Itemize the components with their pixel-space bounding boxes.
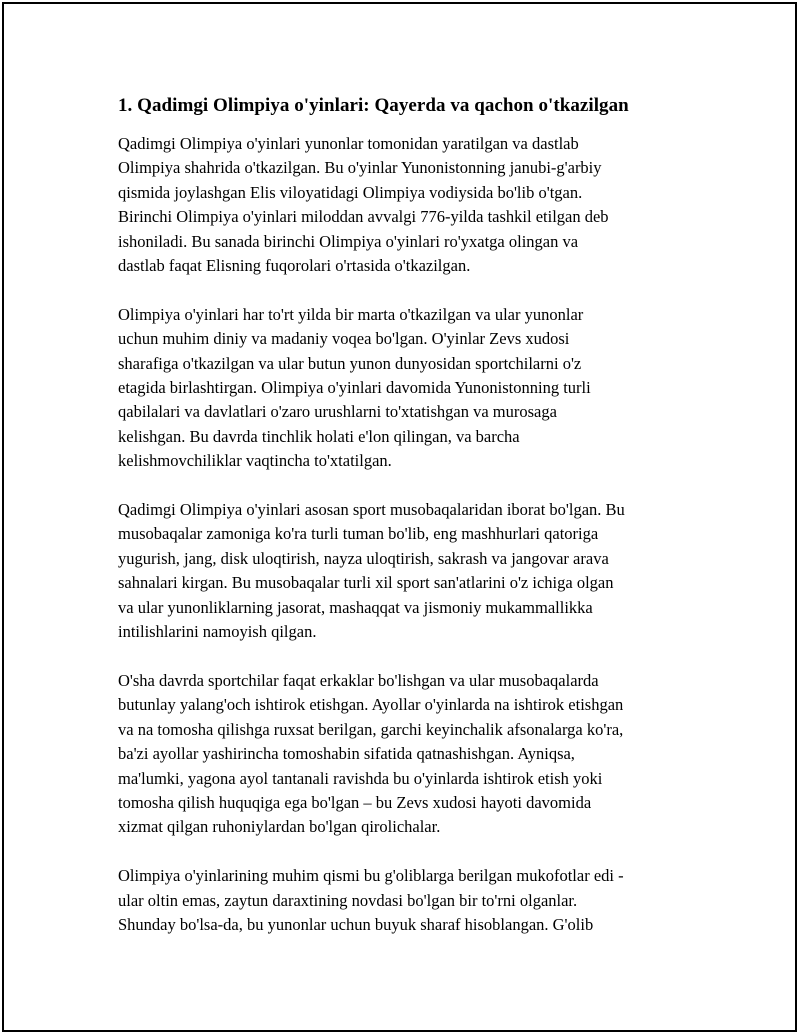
text-line: va na tomosha qilishga ruxsat berilgan, garchi keyinchalik afsonalarga ko'ra, <box>118 719 624 739</box>
text-line: O'sha davrda sportchilar faqat erkaklar bo'lishgan va ular musobaqalarda <box>118 670 599 690</box>
text-line: xizmat qilgan ruhoniylardan bo'lgan qirolichalar. <box>118 817 441 837</box>
paragraph-3 <box>118 498 688 644</box>
text-line: kelishmovchiliklar vaqtincha to'xtatilgan. <box>118 451 392 471</box>
text-line: sahnalari kirgan. Bu musobaqalar turli xil sport san'atlarini o'z ichiga olgan <box>118 573 614 593</box>
text-line: etagida birlashtirgan. Olimpiya o'yinlari davomida Yunonistonning turli <box>118 378 591 398</box>
text-line: Birinchi Olimpiya o'yinlari miloddan avvalgi 776-yilda tashkil etilgan deb <box>118 207 609 227</box>
text-line: kelishgan. Bu davrda tinchlik holati e'lon qilingan, va barcha <box>118 426 520 446</box>
text-line: musobaqalar zamoniga ko'ra turli tuman bo'lib, eng mashhurlari qatoriga <box>118 524 599 544</box>
text-line: Olimpiya o'yinlarining muhim qismi bu g'oliblarga berilgan mukofotlar edi - <box>118 866 624 886</box>
text-line: Shunday bo'lsa-da, bu yunonlar uchun buyuk sharaf hisoblangan. G'olib <box>118 914 594 934</box>
text-line: qabilalari va davlatlari o'zaro urushlarni to'xtatishgan va murosaga <box>118 402 557 422</box>
text-line: dastlab faqat Elisning fuqorolari o'rtasida o'tkazilgan. <box>118 256 471 276</box>
text-line: intilishlarini namoyish qilgan. <box>118 622 317 642</box>
text-line: ba'zi ayollar yashirincha tomoshabin sifatida qatnashishgan. Ayniqsa, <box>118 744 575 764</box>
text-line: va ular yunonliklarning jasorat, mashaqqat va jismoniy mukammallikka <box>118 597 593 617</box>
paragraph-2 <box>118 303 688 474</box>
text-line: tomosha qilish huquqiga ega bo'lgan – bu Zevs xudosi hayoti davomida <box>118 792 592 812</box>
text-line: ular oltin emas, zaytun daraxtining novdasi bo'lgan bir to'rni olganlar. <box>118 890 578 910</box>
text-line: ma'lumki, yagona ayol tantanali ravishda bu o'yinlarda ishtirok etish yoki <box>118 768 603 788</box>
text-line: uchun muhim diniy va madaniy voqea bo'lgan. O'yinlar Zevs xudosi <box>118 329 570 349</box>
text-line: butunlay yalang'och ishtirok etishgan. Ayollar o'yinlarda na ishtirok etishgan <box>118 695 624 715</box>
text-line: Olimpiya shahrida o'tkazilgan. Bu o'yinlar Yunonistonning janubi-g'arbiy <box>118 158 602 178</box>
text-line: sharafiga o'tkazilgan va ular butun yunon dunyosidan sportchilarni o'z <box>118 353 582 373</box>
text-line: Qadimgi Olimpiya o'yinlari asosan sport musobaqalaridan iborat bo'lgan. Bu <box>118 500 625 520</box>
section-heading: 1. Qadimgi Olimpiya o'yinlari: Qayerda va qachon o'tkazilgan <box>118 95 629 116</box>
text-line: Olimpiya o'yinlari har to'rt yilda bir marta o'tkazilgan va ular yunonlar <box>118 304 584 324</box>
text-line: yugurish, jang, disk uloqtirish, nayza uloqtirish, sakrash va jangovar arava <box>118 548 609 568</box>
text-line: ishoniladi. Bu sanada birinchi Olimpiya o'yinlari ro'yxatga olingan va <box>118 231 579 251</box>
text-line: Qadimgi Olimpiya o'yinlari yunonlar tomonidan yaratilgan va dastlab <box>118 134 579 153</box>
document-body <box>118 94 688 962</box>
paragraph-1 <box>118 132 688 278</box>
text-line: qismida joylashgan Elis viloyatidagi Olimpiya vodiysida bo'lib o'tgan. <box>118 182 583 202</box>
paragraph-4 <box>118 669 688 840</box>
paragraph-5 <box>118 864 688 937</box>
